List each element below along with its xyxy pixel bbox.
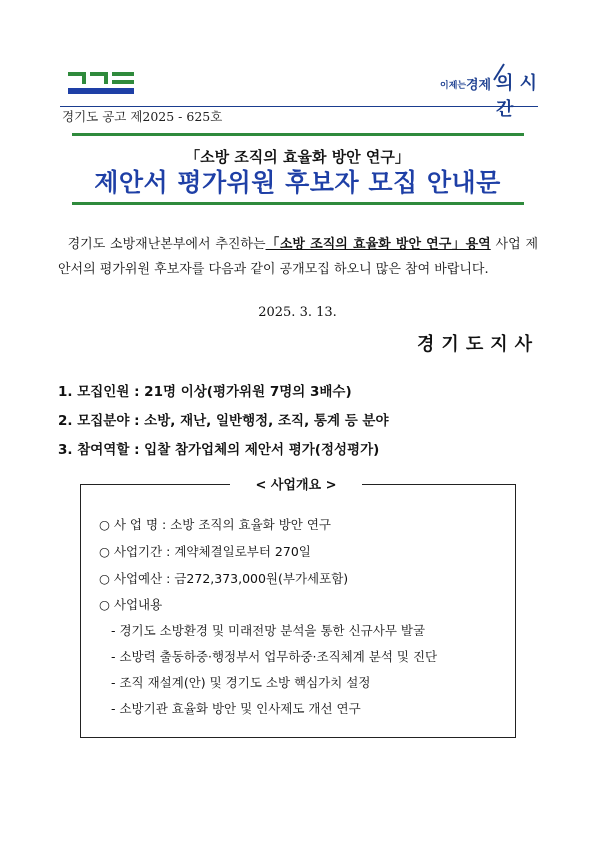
overview-box (80, 484, 516, 738)
item-recruit-count: 1. 모집인원 : 21명 이상(평가위원 7명의 3배수) (58, 384, 352, 400)
page-title: 제안서 평가위원 후보자 모집 안내문 (94, 168, 501, 197)
intro-paragraph (58, 232, 538, 282)
overview-sub-4: - 소방기관 효율화 방안 및 인사제도 개선 연구 (111, 701, 361, 716)
issuer: 경기도지사 (417, 334, 539, 355)
slogan-big: 의 시간 (496, 73, 538, 120)
overview-budget: ○ 사업예산 : 금272,373,000원(부가세포함) (99, 571, 349, 586)
overview-name: ○ 사 업 명 : 소방 조직의 효율화 방안 연구 (99, 517, 332, 532)
slogan-small: 이제는 (440, 81, 467, 91)
notice-date: 2025. 3. 13. (258, 305, 337, 320)
project-subtitle: 「소방 조직의 효율화 방안 연구」 (185, 148, 410, 166)
overview-content: ○ 사업내용 (99, 597, 163, 612)
item-recruit-field: 2. 모집분야 : 소방, 재난, 일반행정, 조직, 통계 등 분야 (58, 413, 389, 429)
slogan-mid: 경제 (466, 78, 492, 93)
intro-text-1: 경기도 소방재난본부에서 추진하는 (67, 237, 266, 252)
slogan-logo (440, 62, 540, 120)
title-bar-bottom (72, 202, 524, 205)
overview-sub-2: - 소방력 출동하중·행정부서 업무하중·조직체계 분석 및 진단 (111, 649, 438, 664)
notice-number: 경기도 공고 제2025 - 625호 (62, 109, 223, 124)
overview-heading: < 사업개요 > (230, 474, 362, 494)
intro-text-2: 사업 제안서의 평가위원 후보자를 다음과 같이 공개모집 하오니 많은 참여 바랍니다. (58, 237, 538, 277)
overview-sub-3: - 조직 재설계(안) 및 경기도 소방 핵심가치 설정 (111, 675, 371, 690)
item-role: 3. 참여역할 : 입찰 참가업체의 제안서 평가(정성평가) (58, 442, 380, 458)
gyeonggi-logo (68, 72, 136, 96)
intro-highlight: 「소방 조직의 효율화 방안 연구」용역 (265, 237, 491, 252)
title-bar-top (72, 133, 524, 136)
overview-sub-1: - 경기도 소방환경 및 미래전망 분석을 통한 신규사무 발굴 (111, 623, 426, 638)
overview-period: ○ 사업기간 : 계약체결일로부터 270일 (99, 544, 311, 559)
